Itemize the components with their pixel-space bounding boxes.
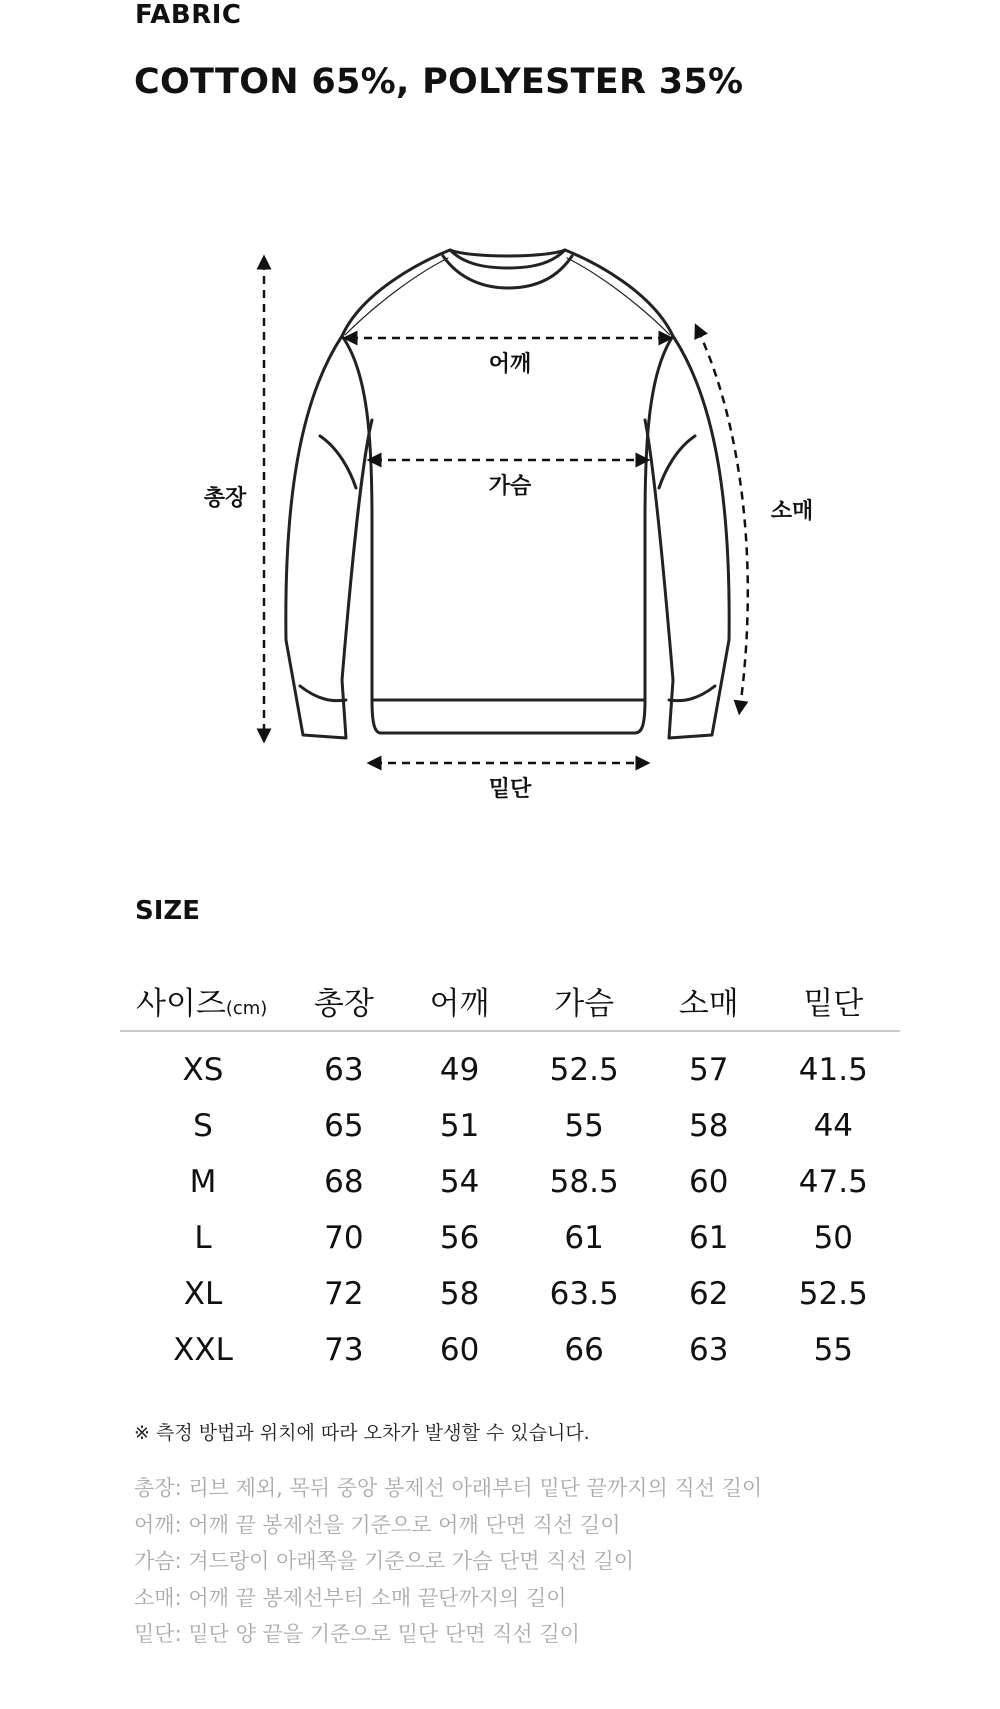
value-cell: 63 xyxy=(324,1052,364,1088)
table-row xyxy=(120,1098,900,1154)
value-cell: 73 xyxy=(324,1332,364,1368)
value-cell: 63 xyxy=(688,1332,729,1368)
guide-chest: 가슴: 겨드랑이 아래쪽을 기준으로 가슴 단면 직선 길이 xyxy=(134,1549,635,1573)
value-cell: 55 xyxy=(813,1332,854,1368)
value-cell: 54 xyxy=(439,1164,480,1200)
value-cell: 52.5 xyxy=(798,1276,868,1312)
value-cell: 61 xyxy=(688,1220,729,1256)
size-section-label: SIZE xyxy=(135,896,201,926)
column-header-length: 총장 xyxy=(286,970,402,1031)
unit-label: (cm) xyxy=(225,997,268,1019)
sleeve-arrow xyxy=(698,330,748,708)
sweatshirt-measurement-diagram xyxy=(0,220,1000,820)
shoulder-label: 어깨 xyxy=(488,352,532,377)
column-header-chest: 가슴 xyxy=(517,970,650,1031)
table-row xyxy=(120,1210,900,1266)
table-row xyxy=(120,1322,900,1378)
guide-hem: 밑단: 밑단 양 끝을 기준으로 밑단 단면 직선 길이 xyxy=(134,1622,580,1646)
value-cell: 60 xyxy=(688,1164,729,1200)
size-cell: S xyxy=(193,1108,213,1144)
size-cell: XL xyxy=(183,1276,223,1312)
measurement-note: ※ 측정 방법과 위치에 따라 오차가 발생할 수 있습니다. xyxy=(134,1422,590,1444)
size-table-header xyxy=(120,970,900,1031)
guide-length: 총장: 리브 제외, 목뒤 중앙 봉제선 아래부터 밑단 끝까지의 직선 길이 xyxy=(134,1476,763,1500)
value-cell: 63.5 xyxy=(549,1276,619,1312)
value-cell: 72 xyxy=(324,1276,364,1312)
column-header-hem: 밑단 xyxy=(767,970,900,1031)
value-cell: 51 xyxy=(439,1108,480,1144)
value-cell: 65 xyxy=(324,1108,364,1144)
column-header-sleeve: 소매 xyxy=(651,970,767,1031)
chest-label: 가슴 xyxy=(488,474,532,499)
size-column-header xyxy=(120,970,286,1031)
hem-label: 밑단 xyxy=(488,777,532,802)
value-cell: 52.5 xyxy=(549,1052,619,1088)
value-cell: 61 xyxy=(564,1220,604,1256)
value-cell: 41.5 xyxy=(798,1052,868,1088)
value-cell: 55 xyxy=(564,1108,604,1144)
size-header-label: 사이즈 xyxy=(136,985,226,1022)
value-cell: 49 xyxy=(439,1052,480,1088)
size-cell: XS xyxy=(182,1052,224,1088)
value-cell: 47.5 xyxy=(798,1164,868,1200)
size-table xyxy=(120,970,900,1378)
value-cell: 58 xyxy=(688,1108,729,1144)
value-cell: 60 xyxy=(439,1332,480,1368)
table-row xyxy=(120,1031,900,1098)
value-cell: 68 xyxy=(324,1164,364,1200)
value-cell: 66 xyxy=(564,1332,604,1368)
value-cell: 62 xyxy=(688,1276,729,1312)
column-header-shoulder: 어깨 xyxy=(402,970,518,1031)
size-cell: XXL xyxy=(173,1332,233,1368)
table-row xyxy=(120,1266,900,1322)
length-label: 총장 xyxy=(203,486,247,511)
size-cell: L xyxy=(194,1220,212,1256)
value-cell: 44 xyxy=(813,1108,854,1144)
guide-shoulder: 어깨: 어깨 끝 봉제선을 기준으로 어깨 단면 직선 길이 xyxy=(134,1512,621,1537)
value-cell: 56 xyxy=(439,1220,480,1256)
value-cell: 70 xyxy=(324,1220,364,1256)
value-cell: 58 xyxy=(439,1276,480,1312)
value-cell: 58.5 xyxy=(549,1164,619,1200)
guide-sleeve: 소매: 어깨 끝 봉제선부터 소매 끝단까지의 길이 xyxy=(134,1585,567,1610)
fabric-label: FABRIC xyxy=(135,0,242,30)
value-cell: 50 xyxy=(813,1220,854,1256)
value-cell: 57 xyxy=(688,1052,729,1088)
sleeve-label: 소매 xyxy=(770,499,814,524)
size-cell: M xyxy=(189,1164,217,1200)
measurement-guides xyxy=(134,1470,762,1653)
fabric-value: COTTON 65%, POLYESTER 35% xyxy=(134,62,744,102)
table-row xyxy=(120,1154,900,1210)
